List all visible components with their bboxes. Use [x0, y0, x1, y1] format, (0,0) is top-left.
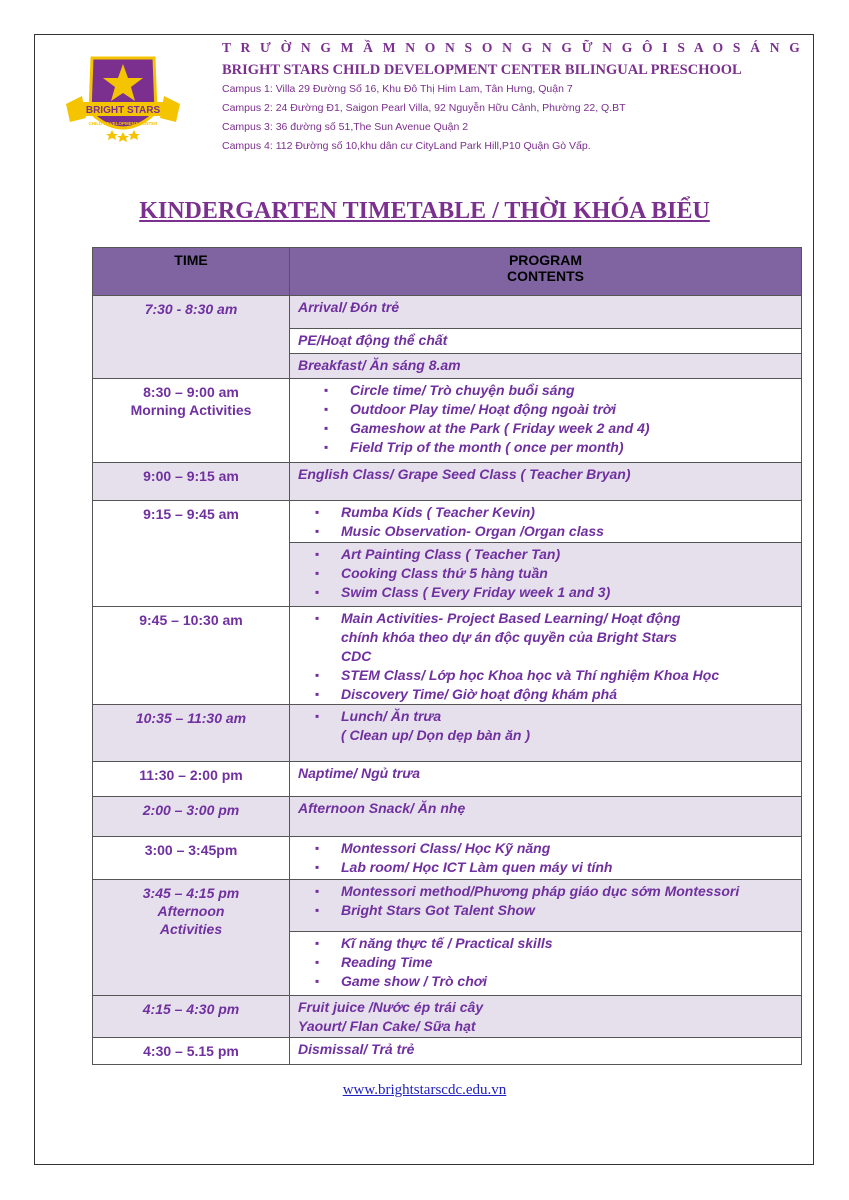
- list-item-line: chính khóa theo dự án độc quyền của Bright Stars: [341, 629, 677, 645]
- table-row: [93, 607, 802, 705]
- list-item: ▪ Lab room/ Học ICT Làm quen máy vi tính: [290, 858, 801, 877]
- list-item-line: Main Activities- Project Based Learning/ Hoạt động: [341, 610, 681, 626]
- time-cell: 9:15 – 9:45 am: [93, 501, 290, 607]
- program-cell: [290, 880, 802, 932]
- table-row: [93, 463, 802, 501]
- list-item: ▪ Gameshow at the Park ( Friday week 2 and 4): [290, 419, 801, 438]
- program-line: Yaourt/ Flan Cake/ Sữa hạt: [298, 1018, 476, 1034]
- school-logo: [64, 52, 182, 144]
- time-cell: 3:00 – 3:45pm: [93, 837, 290, 880]
- logo-text: BRIGHT STARS: [85, 105, 161, 116]
- list-item: ▪ Circle time/ Trò chuyện buổi sáng: [290, 381, 801, 400]
- campus-1: Campus 1: Villa 29 Đường Số 16, Khu Đô Thị Him Lam, Tân Hưng, Quận 7: [222, 83, 573, 95]
- header-program-line1: PROGRAM: [508, 252, 583, 268]
- program-cell: [290, 932, 802, 996]
- table-row: [93, 797, 802, 837]
- campus-4: Campus 4: 112 Đường số 10,khu dân cư CityLand Park Hill,P10 Quận Gò Vấp.: [222, 140, 591, 152]
- list-item: [290, 609, 801, 666]
- program-cell: Breakfast/ Ăn sáng 8.am: [290, 354, 802, 379]
- program-line: Fruit juice /Nước ép trái cây: [298, 999, 484, 1015]
- list-item: ▪ Kĩ năng thực tế / Practical skills: [290, 934, 801, 953]
- list-item: ▪ Art Painting Class ( Teacher Tan): [290, 545, 801, 564]
- time-label: Afternoon: [157, 903, 225, 919]
- time-cell: 10:35 – 11:30 am: [93, 705, 290, 762]
- list-item: ▪ Montessori method/Phương pháp giáo dục sớm Montessori: [290, 882, 801, 901]
- program-cell: [290, 837, 802, 880]
- table-row: [93, 996, 802, 1038]
- timetable: [92, 247, 802, 1065]
- website-link[interactable]: www.brightstarscdc.edu.vn: [342, 1082, 507, 1098]
- time-label: Activities: [159, 921, 223, 937]
- time-cell: 4:15 – 4:30 pm: [93, 996, 290, 1038]
- time-cell: [93, 880, 290, 996]
- program-cell: [290, 501, 802, 543]
- table-row: [93, 296, 802, 329]
- campus-3: Campus 3: 36 đường số 51,The Sun Avenue Quận 2: [222, 121, 469, 133]
- program-cell: [290, 543, 802, 607]
- list-item: ▪ Game show / Trò chơi: [290, 972, 801, 991]
- program-cell: PE/Hoạt động thể chất: [290, 329, 802, 354]
- program-cell: [290, 996, 802, 1038]
- list-item-line: ( Clean up/ Dọn dẹp bàn ăn ): [341, 727, 530, 743]
- program-cell: [290, 379, 802, 463]
- table-row: [93, 501, 802, 543]
- list-item: ▪ Cooking Class thứ 5 hàng tuần: [290, 564, 801, 583]
- list-item: ▪ STEM Class/ Lớp học Khoa học và Thí nghiệm Khoa Học: [290, 666, 801, 685]
- table-row: [93, 705, 802, 762]
- list-item: ▪ Bright Stars Got Talent Show: [290, 901, 801, 920]
- time-cell: 11:30 – 2:00 pm: [93, 762, 290, 797]
- list-item: [290, 707, 801, 745]
- time-cell: 7:30 - 8:30 am: [93, 296, 290, 379]
- logo-subtext: CHILD DEVELOPMENT CENTER: [88, 121, 158, 126]
- program-cell: [290, 705, 802, 762]
- program-cell: [290, 607, 802, 705]
- program-cell: Afternoon Snack/ Ăn nhẹ: [290, 797, 802, 837]
- school-header: [222, 40, 812, 159]
- school-name-en: BRIGHT STARS CHILD DEVELOPMENT CENTER BILINGUAL PRESCHOOL: [222, 62, 742, 78]
- table-row: [93, 762, 802, 797]
- list-item: ▪ Outdoor Play time/ Hoạt động ngoài trời: [290, 400, 801, 419]
- program-cell: Arrival/ Đón trẻ: [290, 296, 802, 329]
- time-label: Morning Activities: [130, 402, 252, 418]
- program-cell: Naptime/ Ngủ trưa: [290, 762, 802, 797]
- list-item: ▪ Montessori Class/ Học Kỹ năng: [290, 839, 801, 858]
- time-range: 3:45 – 4:15 pm: [142, 885, 240, 901]
- program-cell: English Class/ Grape Seed Class ( Teacher Bryan): [290, 463, 802, 501]
- list-item: ▪ Music Observation- Organ /Organ class: [290, 522, 801, 541]
- time-cell: [93, 379, 290, 463]
- time-cell: 2:00 – 3:00 pm: [93, 797, 290, 837]
- list-item-line: CDC: [341, 648, 372, 664]
- time-cell: 9:45 – 10:30 am: [93, 607, 290, 705]
- table-row: [93, 379, 802, 463]
- page-title: KINDERGARTEN TIMETABLE / THỜI KHÓA BIỂU: [139, 198, 710, 224]
- list-item-line: Lunch/ Ăn trưa: [341, 708, 442, 724]
- school-name-vn: T R Ư Ờ N G M Ầ M N O N S O N G N G Ữ N G Ô I S A O S Á N G: [222, 40, 803, 55]
- time-range: 8:30 – 9:00 am: [143, 384, 239, 400]
- table-row: [93, 880, 802, 932]
- table-row: [93, 1038, 802, 1065]
- header-program-line2: CONTENTS: [507, 268, 584, 284]
- list-item: ▪ Swim Class ( Every Friday week 1 and 3): [290, 583, 801, 602]
- list-item: ▪ Rumba Kids ( Teacher Kevin): [290, 503, 801, 522]
- time-cell: 4:30 – 5.15 pm: [93, 1038, 290, 1065]
- list-item: ▪ Discovery Time/ Giờ hoạt động khám phá: [290, 685, 801, 704]
- table-header-row: [93, 248, 802, 296]
- program-cell: Dismissal/ Trả trẻ: [290, 1038, 802, 1065]
- list-item: ▪ Field Trip of the month ( once per month): [290, 438, 801, 457]
- header-program: [290, 248, 802, 296]
- header-time: TIME: [93, 248, 290, 296]
- campus-2: Campus 2: 24 Đường Đ1, Saigon Pearl Villa, 92 Nguyễn Hữu Cảnh, Phường 22, Q.BT: [222, 102, 626, 114]
- list-item: ▪ Reading Time: [290, 953, 801, 972]
- time-cell: 9:00 – 9:15 am: [93, 463, 290, 501]
- table-row: [93, 837, 802, 880]
